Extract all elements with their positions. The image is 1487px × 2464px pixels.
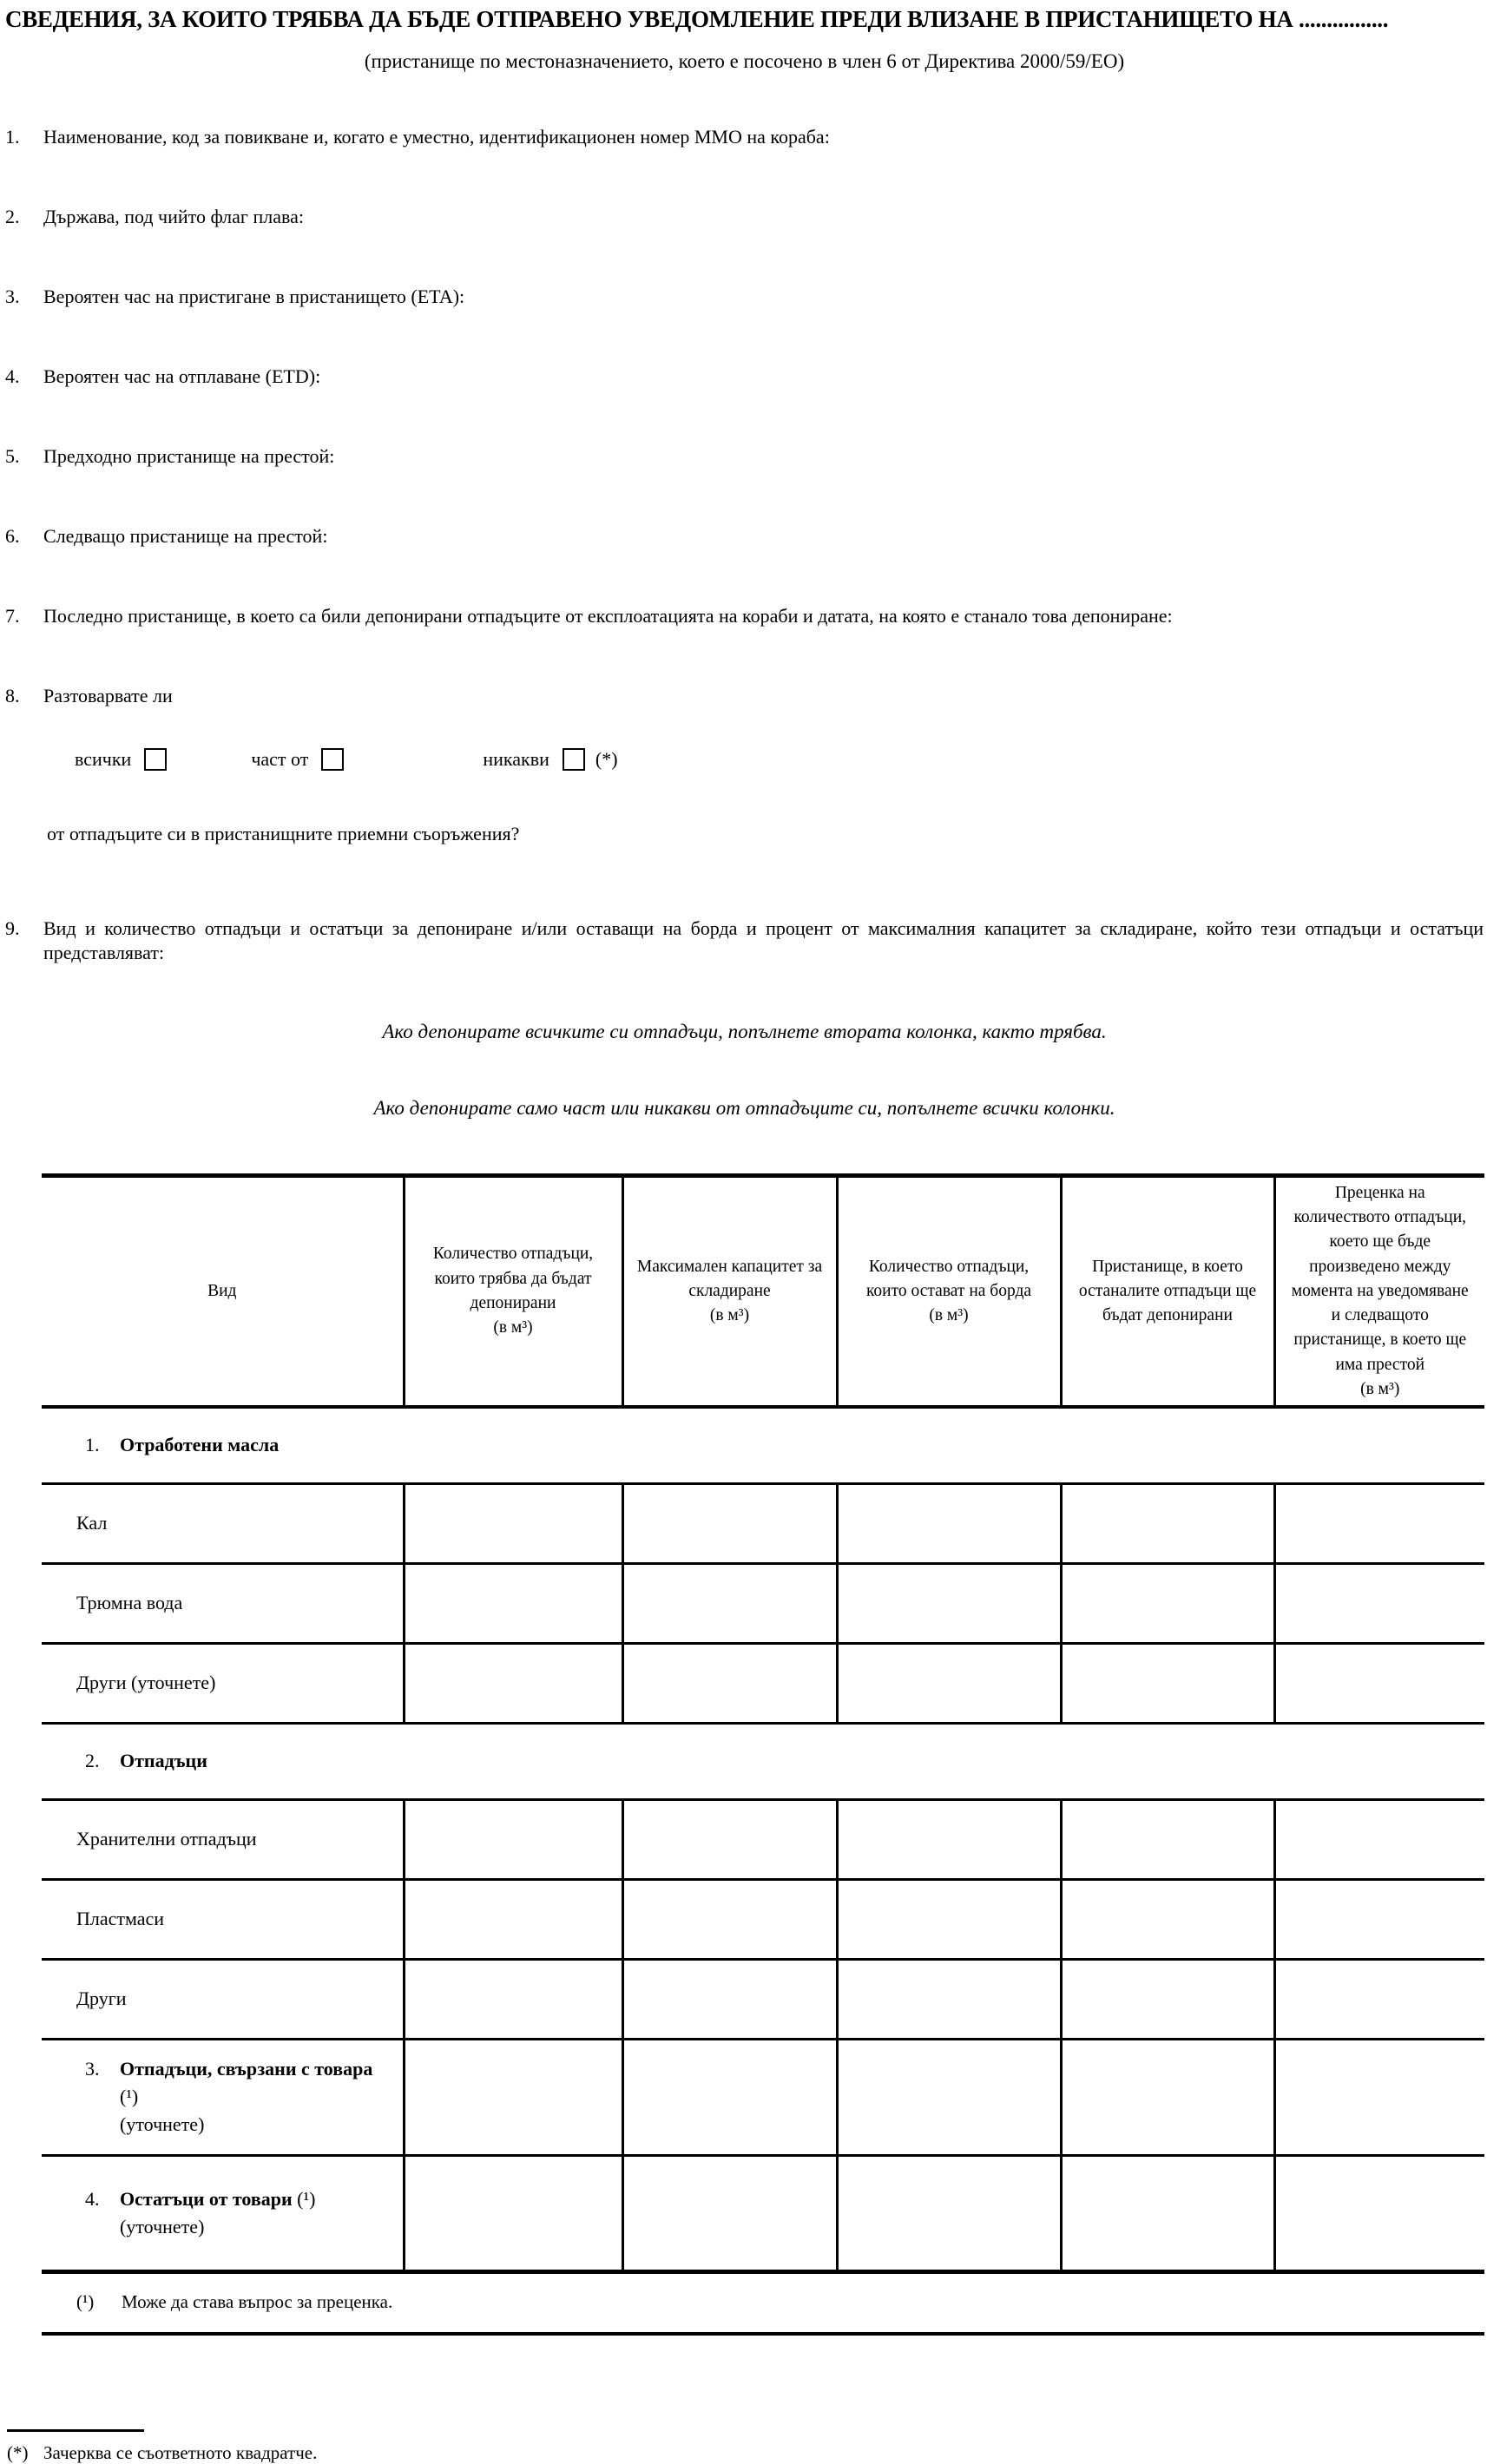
item-number: 3. bbox=[5, 286, 20, 308]
empty-data-cell[interactable] bbox=[1274, 1563, 1484, 1643]
option-label: всички bbox=[75, 747, 132, 770]
column-header-5 bbox=[1061, 1175, 1274, 1407]
waste-table-body bbox=[42, 1407, 1484, 2271]
table-row-10 bbox=[42, 2155, 1484, 2271]
item-text: Последно пристанище, в което са били депонирани отпадъците от експлоатацията на кораби и датата, на която е станало това депониране: bbox=[43, 605, 1173, 627]
empty-data-cell[interactable] bbox=[1061, 1879, 1274, 1959]
row-label: Остатъци от товари (¹) (уточнете) bbox=[120, 2185, 315, 2241]
table-header-row bbox=[42, 1175, 1484, 1407]
item-number: 8. bbox=[5, 684, 20, 706]
empty-data-cell[interactable] bbox=[404, 1483, 622, 1563]
table-row-5 bbox=[42, 1723, 1484, 1799]
item-number: 2. bbox=[5, 206, 20, 228]
footnote-marker: (¹) bbox=[76, 2290, 95, 2312]
form-item-4 bbox=[5, 365, 1484, 389]
empty-data-cell[interactable] bbox=[404, 1643, 622, 1723]
footnote-separator-rule bbox=[7, 2429, 144, 2432]
empty-data-cell[interactable] bbox=[837, 2039, 1061, 2155]
empty-data-cell[interactable] bbox=[1274, 1643, 1484, 1723]
column-header-2 bbox=[404, 1175, 622, 1407]
column-header-text: Преценка на количеството отпадъци, което ще бъде произведено между момента на уведомяване и следващото пристанище, в което ще има престой bbox=[1291, 1183, 1469, 1374]
column-header-1 bbox=[42, 1175, 404, 1407]
row-label-cell: Трюмна вода bbox=[42, 1563, 404, 1643]
category-label: Отпадъци bbox=[120, 1750, 207, 1772]
table-row-7 bbox=[42, 1879, 1484, 1959]
table-row-3 bbox=[42, 1563, 1484, 1643]
row-note: (уточнете) bbox=[120, 2215, 205, 2237]
empty-data-cell[interactable] bbox=[1274, 1879, 1484, 1959]
column-header-3 bbox=[622, 1175, 837, 1407]
empty-data-cell[interactable] bbox=[622, 1483, 837, 1563]
empty-data-cell[interactable] bbox=[837, 1483, 1061, 1563]
item-text: Вероятен час на отплаване (ETD): bbox=[43, 365, 321, 388]
empty-data-cell[interactable] bbox=[1274, 1799, 1484, 1879]
page-footnote-text: Зачерква се съответното квадратче. bbox=[43, 2441, 318, 2463]
row-label-cell bbox=[42, 2039, 404, 2155]
empty-data-cell[interactable] bbox=[622, 1959, 837, 2039]
item-text: Вид и количество отпадъци и остатъци за депониране и/или оставащи на борда и процент от максималния капацитет за складиране, който тези отпадъци и остатъци представляват: bbox=[43, 917, 1484, 963]
form-item-1 bbox=[5, 125, 1484, 149]
table-row-2 bbox=[42, 1483, 1484, 1563]
item-number: 4. bbox=[5, 365, 20, 388]
empty-data-cell[interactable] bbox=[1274, 2155, 1484, 2271]
row-label: Отпадъци, свързани с товара (¹) (уточнете) bbox=[120, 2055, 382, 2139]
instruction-line-1: Ако депонирате всичките си отпадъци, попълнете втората колонка, както трябва. bbox=[382, 1020, 1107, 1042]
item-text: Предходно пристанище на престой: bbox=[43, 445, 335, 468]
item-text: Наименование, код за повикване и, когато е уместно, идентификационен номер ММО на кораба: bbox=[43, 126, 830, 148]
item-text: Държава, под чийто флаг плава: bbox=[43, 206, 304, 228]
empty-data-cell[interactable] bbox=[1061, 1959, 1274, 2039]
instruction-line-2: Ако депонирате само част или никакви от отпадъците си, попълнете всички колонки. bbox=[373, 1096, 1115, 1119]
column-header-text: Максимален капацитет за складиране bbox=[636, 1257, 823, 1300]
empty-data-cell[interactable] bbox=[404, 1799, 622, 1879]
empty-data-cell[interactable] bbox=[622, 2039, 837, 2155]
form-item-8 bbox=[5, 684, 1484, 708]
column-header-text: Вид bbox=[207, 1281, 237, 1300]
item-number: 6. bbox=[5, 525, 20, 548]
empty-data-cell[interactable] bbox=[1061, 1799, 1274, 1879]
item-text: Вероятен час на пристигане в пристанището (ETA): bbox=[43, 286, 465, 308]
discharge-option-part bbox=[251, 748, 344, 771]
checkbox-all[interactable] bbox=[144, 748, 167, 771]
empty-data-cell[interactable] bbox=[404, 2155, 622, 2271]
discharge-question-tail: от отпадъците си в пристанищните приемни съоръжения? bbox=[47, 822, 520, 844]
table-row-9 bbox=[42, 2039, 1484, 2155]
empty-data-cell[interactable] bbox=[1274, 1483, 1484, 1563]
option-label: част от bbox=[251, 747, 309, 770]
empty-data-cell[interactable] bbox=[1061, 1483, 1274, 1563]
category-label: Отработени масла bbox=[120, 1434, 280, 1456]
form-item-7 bbox=[5, 604, 1484, 628]
discharge-options bbox=[75, 748, 1484, 771]
row-footnote-ref: (¹) bbox=[120, 2086, 139, 2108]
empty-data-cell[interactable] bbox=[837, 1959, 1061, 2039]
empty-data-cell[interactable] bbox=[622, 2155, 837, 2271]
table-row-1 bbox=[42, 1407, 1484, 1483]
empty-data-cell[interactable] bbox=[837, 1643, 1061, 1723]
table-row-4 bbox=[42, 1643, 1484, 1723]
row-number: 1. bbox=[85, 1434, 100, 1456]
column-header-unit: (в м³) bbox=[929, 1306, 969, 1325]
table-footnote bbox=[42, 2274, 1484, 2336]
discharge-option-all bbox=[75, 748, 167, 771]
empty-data-cell[interactable] bbox=[622, 1643, 837, 1723]
row-label-cell: Пластмаси bbox=[42, 1879, 404, 1959]
empty-data-cell[interactable] bbox=[1061, 1563, 1274, 1643]
empty-data-cell[interactable] bbox=[1061, 2155, 1274, 2271]
column-header-text: Количество отпадъци, които трябва да бъдат депонирани bbox=[432, 1245, 594, 1312]
row-label-cell: Хранителни отпадъци bbox=[42, 1799, 404, 1879]
column-header-unit: (в м³) bbox=[493, 1318, 533, 1337]
empty-data-cell[interactable] bbox=[1061, 2039, 1274, 2155]
column-header-text: Пристанище, в което останалите отпадъци ще бъдат депонирани bbox=[1078, 1257, 1257, 1325]
page-footnote bbox=[7, 2429, 1484, 2464]
option-suffix: (*) bbox=[595, 747, 618, 770]
row-number: 4. bbox=[85, 2187, 100, 2210]
row-note: (уточнете) bbox=[120, 2113, 205, 2136]
table-row-8 bbox=[42, 1959, 1484, 2039]
row-label-cell: Други bbox=[42, 1959, 404, 2039]
waste-table bbox=[42, 1173, 1484, 2274]
item-text: Следващо пристанище на престой: bbox=[43, 525, 328, 548]
form-item-9 bbox=[5, 917, 1484, 965]
column-header-unit: (в м³) bbox=[709, 1306, 750, 1325]
row-footnote-ref: (¹) bbox=[297, 2187, 316, 2210]
form-item-5 bbox=[5, 444, 1484, 469]
empty-data-cell[interactable] bbox=[404, 1563, 622, 1643]
page-footnote-marker: (*) bbox=[7, 2441, 29, 2463]
table-row-6 bbox=[42, 1799, 1484, 1879]
item-number: 5. bbox=[5, 445, 20, 468]
form-item-3 bbox=[5, 285, 1484, 309]
empty-data-cell[interactable] bbox=[837, 1879, 1061, 1959]
row-number: 3. bbox=[85, 2058, 100, 2080]
item-number: 9. bbox=[5, 917, 20, 939]
empty-data-cell[interactable] bbox=[622, 1799, 837, 1879]
empty-data-cell[interactable] bbox=[837, 1799, 1061, 1879]
empty-data-cell[interactable] bbox=[404, 2039, 622, 2155]
footnote-text: Може да става въпрос за преценка. bbox=[122, 2290, 393, 2312]
empty-data-cell[interactable] bbox=[1061, 1643, 1274, 1723]
column-header-unit: (в м³) bbox=[1360, 1379, 1400, 1398]
row-label-cell bbox=[42, 2155, 404, 2271]
empty-data-cell[interactable] bbox=[622, 1879, 837, 1959]
row-label-cell: Кал bbox=[42, 1483, 404, 1563]
form-title: СВЕДЕНИЯ, ЗА КОИТО ТРЯБВА ДА БЪДЕ ОТПРАВЕНО УВЕДОМЛЕНИЕ ПРЕДИ ВЛИЗАНЕ В ПРИСТАНИЩЕТО НА ................ bbox=[5, 6, 1389, 32]
checkbox-part[interactable] bbox=[321, 748, 344, 771]
form-item-2 bbox=[5, 205, 1484, 229]
form-item-6 bbox=[5, 524, 1484, 549]
item-number: 7. bbox=[5, 605, 20, 627]
column-header-6 bbox=[1274, 1175, 1484, 1407]
category-row-label bbox=[42, 1407, 1484, 1483]
column-header-text: Количество отпадъци, които остават на борда bbox=[865, 1257, 1032, 1300]
item-text: Разтоварвате ли bbox=[43, 684, 173, 706]
empty-data-cell[interactable] bbox=[1274, 2039, 1484, 2155]
column-header-4 bbox=[837, 1175, 1061, 1407]
empty-data-cell[interactable] bbox=[837, 2155, 1061, 2271]
option-label: никакви bbox=[483, 747, 549, 770]
empty-data-cell[interactable] bbox=[404, 1879, 622, 1959]
item-number: 1. bbox=[5, 126, 20, 148]
row-label-cell: Други (уточнете) bbox=[42, 1643, 404, 1723]
category-row-label bbox=[42, 1723, 1484, 1799]
discharge-option-none bbox=[483, 748, 617, 771]
row-number: 2. bbox=[85, 1750, 100, 1772]
form-subtitle: (пристанище по местоназначението, което е посочено в член 6 от Директива 2000/59/ЕО) bbox=[364, 50, 1125, 73]
empty-data-cell[interactable] bbox=[1274, 1959, 1484, 2039]
empty-data-cell[interactable] bbox=[622, 1563, 837, 1643]
empty-data-cell[interactable] bbox=[837, 1563, 1061, 1643]
empty-data-cell[interactable] bbox=[404, 1959, 622, 2039]
checkbox-none[interactable] bbox=[563, 748, 585, 771]
